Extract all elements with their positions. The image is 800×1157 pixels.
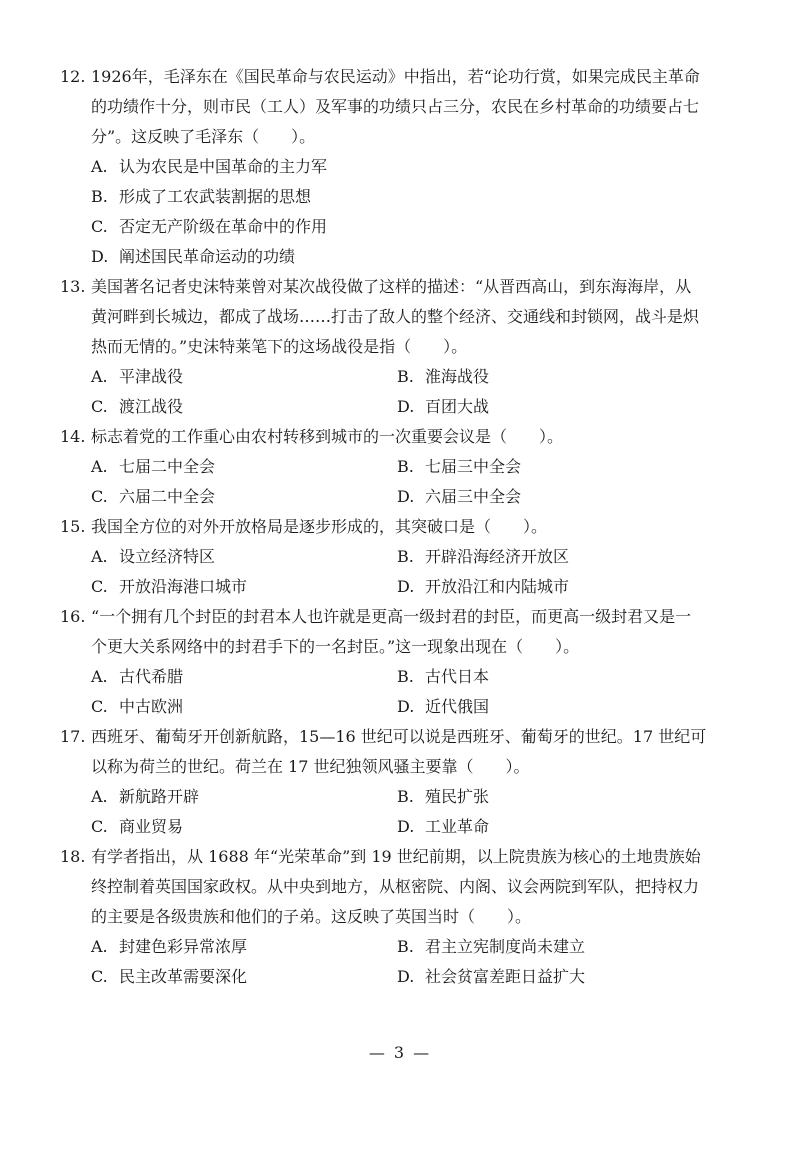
option-row bbox=[91, 152, 730, 182]
question-text: 标志着党的工作重心由农村转移到城市的一次重要会议是（ ）。 bbox=[91, 427, 564, 446]
option-row bbox=[91, 362, 730, 392]
option-c[interactable] bbox=[91, 692, 397, 722]
question-text: 我国全方位的对外开放格局是逐步形成的，其突破口是（ ）。 bbox=[91, 517, 548, 536]
option-d[interactable] bbox=[91, 242, 295, 272]
option-c[interactable] bbox=[91, 572, 397, 602]
question-stem-line bbox=[60, 842, 730, 872]
question-text: 1926年，毛泽东在《国民革命与农民运动》中指出，若“论功行赏，如果完成民主革命 bbox=[91, 67, 700, 86]
option-row bbox=[91, 782, 730, 812]
option-text: 工业革命 bbox=[425, 817, 490, 836]
question-16 bbox=[60, 602, 730, 722]
option-letter: A. bbox=[91, 367, 108, 386]
option-a[interactable] bbox=[91, 362, 397, 392]
option-d[interactable] bbox=[397, 482, 521, 512]
option-d[interactable] bbox=[397, 962, 585, 992]
question-stem-line bbox=[60, 602, 730, 632]
option-row bbox=[91, 662, 730, 692]
option-letter: B. bbox=[397, 667, 414, 686]
question-text: 美国著名记者史沫特莱曾对某次战役做了这样的描述：“从晋西高山，到东海海岸，从 bbox=[91, 277, 692, 296]
option-list bbox=[60, 152, 730, 272]
option-b[interactable] bbox=[397, 782, 489, 812]
option-row bbox=[91, 452, 730, 482]
option-row bbox=[91, 482, 730, 512]
option-b[interactable] bbox=[91, 182, 311, 212]
option-list bbox=[60, 452, 730, 512]
option-text: 七届三中全会 bbox=[425, 457, 522, 476]
option-row bbox=[91, 542, 730, 572]
option-letter: B. bbox=[397, 367, 414, 386]
question-text: 有学者指出，从 1688 年“光荣革命”到 19 世纪前期，以上院贵族为核心的土地贵族始 bbox=[91, 847, 701, 866]
question-17 bbox=[60, 722, 730, 842]
option-letter: A. bbox=[91, 667, 108, 686]
option-d[interactable] bbox=[397, 812, 489, 842]
option-text: 商业贸易 bbox=[119, 817, 184, 836]
option-text: 古代希腊 bbox=[119, 667, 184, 686]
question-text: 个更大关系网络中的封君手下的一名封臣。”这一现象出现在（ ）。 bbox=[91, 637, 580, 656]
option-letter: B. bbox=[397, 937, 414, 956]
option-text: 形成了工农武装割据的思想 bbox=[119, 187, 312, 206]
option-c[interactable] bbox=[91, 212, 327, 242]
option-c[interactable] bbox=[91, 482, 397, 512]
option-text: 设立经济特区 bbox=[119, 547, 216, 566]
option-list bbox=[60, 662, 730, 722]
option-a[interactable] bbox=[91, 662, 397, 692]
option-a[interactable] bbox=[91, 542, 397, 572]
option-letter: A. bbox=[91, 157, 108, 176]
question-number: 16. bbox=[60, 607, 86, 626]
option-letter: D. bbox=[397, 487, 415, 506]
question-18 bbox=[60, 842, 730, 992]
option-b[interactable] bbox=[397, 932, 585, 962]
question-number: 13. bbox=[60, 277, 86, 296]
question-number: 18. bbox=[60, 847, 86, 866]
option-c[interactable] bbox=[91, 392, 397, 422]
question-14 bbox=[60, 422, 730, 512]
option-row bbox=[91, 932, 730, 962]
question-text: 以称为荷兰的世纪。荷兰在 17 世纪独领风骚主要靠（ ）。 bbox=[91, 757, 530, 776]
question-text: 分”。这反映了毛泽东（ ）。 bbox=[91, 127, 316, 146]
option-c[interactable] bbox=[91, 962, 397, 992]
option-text: 近代俄国 bbox=[425, 697, 490, 716]
option-letter: D. bbox=[397, 577, 415, 596]
option-letter: C. bbox=[91, 817, 108, 836]
question-stem-line bbox=[60, 62, 730, 92]
option-d[interactable] bbox=[397, 692, 489, 722]
option-letter: D. bbox=[397, 967, 415, 986]
question-15 bbox=[60, 512, 730, 602]
option-letter: B. bbox=[91, 187, 108, 206]
question-text: 西班牙、葡萄牙开创新航路，15—16 世纪可以说是西班牙、葡萄牙的世纪。17 世纪可 bbox=[91, 727, 707, 746]
page-number: — 3 — bbox=[368, 1043, 432, 1062]
option-a[interactable] bbox=[91, 782, 397, 812]
option-b[interactable] bbox=[397, 362, 489, 392]
option-letter: D. bbox=[397, 817, 415, 836]
option-letter: B. bbox=[397, 787, 414, 806]
option-row bbox=[91, 212, 730, 242]
option-letter: B. bbox=[397, 547, 414, 566]
option-a[interactable] bbox=[91, 932, 397, 962]
option-text: 封建色彩异常浓厚 bbox=[119, 937, 248, 956]
question-stem-line bbox=[60, 512, 730, 542]
option-letter: C. bbox=[91, 577, 108, 596]
option-b[interactable] bbox=[397, 542, 569, 572]
option-row bbox=[91, 572, 730, 602]
option-letter: C. bbox=[91, 487, 108, 506]
question-12 bbox=[60, 62, 730, 272]
question-number: 17. bbox=[60, 727, 86, 746]
question-stem-line bbox=[60, 272, 730, 302]
question-stem-line bbox=[60, 92, 730, 122]
option-list bbox=[60, 542, 730, 602]
option-text: 开放沿江和内陆城市 bbox=[425, 577, 570, 596]
option-b[interactable] bbox=[397, 452, 521, 482]
option-list bbox=[60, 932, 730, 992]
question-number: 15. bbox=[60, 517, 86, 536]
question-stem-line bbox=[60, 332, 730, 362]
question-stem-line bbox=[60, 752, 730, 782]
question-text: 热而无情的。”史沫特莱笔下的这场战役是指（ ）。 bbox=[91, 337, 468, 356]
option-text: 渡江战役 bbox=[119, 397, 184, 416]
question-list bbox=[60, 62, 730, 992]
option-text: 七届二中全会 bbox=[119, 457, 216, 476]
question-stem-line bbox=[60, 632, 730, 662]
option-letter: C. bbox=[91, 967, 108, 986]
option-letter: D. bbox=[397, 397, 415, 416]
option-row bbox=[91, 962, 730, 992]
question-13 bbox=[60, 272, 730, 422]
option-list bbox=[60, 362, 730, 422]
option-b[interactable] bbox=[397, 662, 489, 692]
option-text: 阐述国民革命运动的功绩 bbox=[119, 247, 296, 266]
option-row bbox=[91, 692, 730, 722]
question-stem-line bbox=[60, 872, 730, 902]
option-letter: C. bbox=[91, 697, 108, 716]
option-letter: C. bbox=[91, 397, 108, 416]
option-letter: A. bbox=[91, 457, 108, 476]
option-text: 民主改革需要深化 bbox=[119, 967, 248, 986]
option-letter: A. bbox=[91, 937, 108, 956]
question-text: “一个拥有几个封臣的封君本人也许就是更高一级封君的封臣，而更高一级封君又是一 bbox=[91, 607, 692, 626]
option-letter: C. bbox=[91, 217, 108, 236]
option-text: 认为农民是中国革命的主力军 bbox=[119, 157, 328, 176]
question-text: 黄河畔到长城边，都成了战场……打击了敌人的整个经济、交通线和封锁网，战斗是炽 bbox=[91, 307, 700, 326]
option-d[interactable] bbox=[397, 572, 569, 602]
option-letter: D. bbox=[91, 247, 109, 266]
option-list bbox=[60, 782, 730, 842]
option-text: 六届三中全会 bbox=[425, 487, 522, 506]
option-letter: D. bbox=[397, 697, 415, 716]
option-row bbox=[91, 812, 730, 842]
option-row bbox=[91, 182, 730, 212]
option-letter: A. bbox=[91, 547, 108, 566]
option-text: 开放沿海港口城市 bbox=[119, 577, 248, 596]
option-c[interactable] bbox=[91, 812, 397, 842]
option-letter: B. bbox=[397, 457, 414, 476]
option-letter: A. bbox=[91, 787, 108, 806]
option-text: 开辟沿海经济开放区 bbox=[425, 547, 570, 566]
option-text: 社会贫富差距日益扩大 bbox=[425, 967, 586, 986]
option-row bbox=[91, 242, 730, 272]
option-a[interactable] bbox=[91, 152, 327, 182]
question-stem-line bbox=[60, 722, 730, 752]
option-text: 淮海战役 bbox=[425, 367, 490, 386]
option-row bbox=[91, 392, 730, 422]
option-text: 平津战役 bbox=[119, 367, 184, 386]
question-text: 终控制着英国国家政权。从中央到地方，从枢密院、内阁、议会两院到军队，把持权力 bbox=[91, 877, 700, 896]
question-stem-line bbox=[60, 122, 730, 152]
question-number: 12. bbox=[60, 67, 86, 86]
option-text: 百团大战 bbox=[425, 397, 490, 416]
question-number: 14. bbox=[60, 427, 86, 446]
option-text: 古代日本 bbox=[425, 667, 490, 686]
option-text: 新航路开辟 bbox=[119, 787, 200, 806]
question-stem-line bbox=[60, 902, 730, 932]
question-stem-line bbox=[60, 422, 730, 452]
option-d[interactable] bbox=[397, 392, 489, 422]
option-text: 否定无产阶级在革命中的作用 bbox=[119, 217, 328, 236]
question-text: 的主要是各级贵族和他们的子弟。这反映了英国当时（ ）。 bbox=[91, 907, 532, 926]
option-a[interactable] bbox=[91, 452, 397, 482]
option-text: 中古欧洲 bbox=[119, 697, 184, 716]
option-text: 殖民扩张 bbox=[425, 787, 490, 806]
option-text: 六届二中全会 bbox=[119, 487, 216, 506]
question-stem-line bbox=[60, 302, 730, 332]
question-text: 的功绩作十分，则市民（工人）及军事的功绩只占三分，农民在乡村革命的功绩要占七 bbox=[91, 97, 700, 116]
option-text: 君主立宪制度尚未建立 bbox=[425, 937, 586, 956]
